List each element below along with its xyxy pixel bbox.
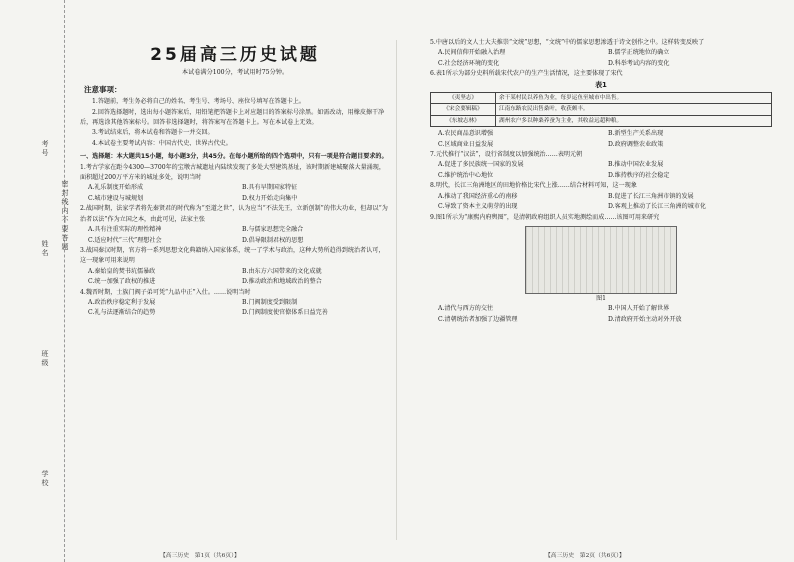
option: D.维持秩序的社会稳定 [608, 171, 670, 179]
table-caption: 表1 [595, 80, 607, 89]
notice-item: 1.答题前，考生务必将自己的姓名、考生号、考场号、座位号填写在答题卡上。 [92, 98, 306, 106]
seal-line-text: 密封线内不要答题 [61, 180, 69, 251]
question-options [430, 192, 772, 213]
question-stem: 4.魏晋时期，士族门阀子弟可凭“九品中正”入仕。……说明当时 [80, 288, 251, 296]
table-row [431, 104, 772, 115]
option: C.适应时代“三代”理想社会 [88, 236, 162, 244]
notice-item: 3.考试结束后，将本试卷和答题卡一并交回。 [92, 129, 214, 137]
table-cell-source: 《夷坚志》 [431, 93, 496, 104]
option: B.与儒家思想完全融合 [242, 226, 304, 234]
table-cell-content: 江南东路农民出售桑叶，收获颇丰。 [496, 104, 772, 115]
table-cell-source: 《东坡志林》 [431, 115, 496, 126]
question-stem: 3.战国秦汉时期，官方将一系列思想文化典籍纳入国家体系，统一了学术与政治，这种大势所趋得到统治者认可，这一现象可用来说明 [80, 246, 385, 265]
option: B.儒学正统地位的确立 [608, 49, 670, 57]
option: B.具有早期国家特征 [242, 184, 298, 192]
table-cell-source: 《宋会要辑稿》 [431, 104, 496, 115]
kaohao-label: 考号 [41, 140, 49, 157]
option: D.科举考试内容的变化 [608, 59, 670, 67]
question-stem: 2.战国时期，法家学者将先秦贤君的时代称为“至道之世”，认为应当“不法先王，立新创制”的伟大功业，但却以“为治者以法”作为立国之本，由此可见，法家主张 [80, 205, 388, 223]
question-options [80, 267, 390, 288]
table-cell-content: 湖州农户多以种桑养蚕为主业，其收益远超种粮。 [496, 115, 772, 126]
table-row [431, 93, 772, 104]
left-page [80, 44, 390, 319]
option: A.政治秩序稳定利于发展 [88, 298, 156, 306]
binding-margin [0, 0, 69, 562]
option: B.中国人开始了解世界 [608, 305, 670, 313]
option: A.推动了我国经济重心的南移 [438, 192, 518, 200]
page-footer-left: 【高三历史 第1页（共6页）】 [160, 553, 240, 559]
name-label: 姓名 [41, 240, 49, 257]
notice-item: 4.本试卷主要考试内容：中国古代史、世界古代史。 [92, 139, 232, 147]
school-label: 学校 [41, 470, 49, 487]
question-options [430, 304, 772, 325]
question-options [430, 129, 772, 150]
option: D.倡导限制君权的思想 [242, 236, 304, 244]
option: C.区域商业日益发展 [438, 140, 494, 148]
question-options [80, 225, 390, 246]
question-stem: 5.中唐以后的文人士大夫推崇“文统”思想，“文统”中的儒家思想渗透于诗文创作之中。这样转变反映了 [430, 39, 705, 46]
question-stem: 7.元代推行“汉法”，设行省制度以加强统治……表明元朝 [430, 151, 583, 159]
question-stem: 6.表1所示为部分史料所载宋代农户的生产生活情况，这主要体现了宋代 [430, 70, 623, 78]
option: D.权力开始走向集中 [242, 194, 298, 202]
question-options [430, 48, 772, 69]
option: A.礼乐制度开始形成 [88, 184, 144, 192]
question-stem: 1.考古学家在距今4300—3700年的宝墩古城遗址内陆续发现了多处大型建筑基址，该时期新建城聚落大量涌现，面积超过200万平方米的城址多处，说明当时 [80, 163, 385, 182]
option: D.客观上推动了长江三角洲的城市化 [608, 203, 707, 211]
exam-meta: 本试卷满分100分，考试用时75分钟。 [181, 69, 289, 77]
figure-caption: 图1 [596, 294, 606, 302]
section-heading: 一、选择题：本大题共15小题，每小题3分，共45分。在每小题所给的四个选项中，只有一项是符合题目要求的。 [80, 153, 388, 161]
table-cell-content: 余干某村民以养鱼为业，每岁运鱼至城市中出售。 [496, 93, 772, 104]
table-1 [430, 92, 772, 127]
table-row [431, 115, 772, 126]
option: C.社会经济环境的变化 [438, 59, 500, 67]
option: C.城市建设与城规划 [88, 194, 144, 202]
option: A.具有注重实际的理性精神 [88, 226, 162, 234]
option: B.新型生产关系出现 [608, 130, 664, 138]
option: D.门阀制度使官僚体系日益完善 [242, 309, 328, 317]
option: C.礼与法逐渐结合的趋势 [88, 309, 156, 317]
option: A.民间信仰开始融入治理 [438, 49, 506, 57]
option: C.统一加强了政权的推进 [88, 278, 156, 286]
page-footer-right: 【高三历史 第2页（共6页）】 [545, 553, 625, 559]
option: B.推动中国农业发展 [608, 161, 664, 169]
option: B.由东方六国带来的文化成就 [242, 267, 322, 275]
option: A.清代与西方的交往 [438, 305, 494, 313]
option: B.促进了长江三角洲市镇的发展 [608, 192, 694, 200]
option: C.导致了资本主义萌芽的出现 [438, 203, 518, 211]
option: D.推动政治和地域政治的整合 [242, 278, 322, 286]
option: A.农民商品意识增强 [438, 130, 494, 138]
right-page [430, 38, 772, 325]
option: C.维护统治中心地位 [438, 171, 494, 179]
question-options [80, 298, 390, 319]
class-label: 班级 [41, 350, 49, 367]
option: D.清政府开始主动对外开放 [608, 315, 682, 323]
question-stem: 8.明代，长江三角洲地区的田地价格比宋代上涨……结合材料可知，这一现象 [430, 182, 637, 190]
notice-item: 2.回答选择题时，选出每小题答案后，用铅笔把答题卡上对应题目的答案标号涂黑。如需改动，用橡皮擦干净后，再选涂其他答案标号。回答非选择题时，将答案写在答题卡上。写在本试卷上无效。 [80, 108, 385, 127]
option: B.门阀制度受到限制 [242, 298, 298, 306]
option: A.促进了多民族统一国家的发展 [438, 161, 524, 169]
option: C.清朝统治者加强了边疆管理 [438, 315, 518, 323]
page-divider [396, 40, 397, 540]
question-options [430, 160, 772, 181]
option: D.政府调整农业政策 [608, 140, 664, 148]
question-options [80, 183, 390, 204]
question-stem: 9.图1所示为“康熙内府舆图”，是清朝政府组织人员实地测绘而成……该图可用来研究 [430, 213, 660, 221]
notice-heading: 注意事项： [84, 84, 122, 94]
option: A.秦始皇的焚书坑儒暴政 [88, 267, 156, 275]
figure-1-map-image [525, 226, 677, 294]
exam-title: 25届高三历史试题 [150, 45, 320, 65]
